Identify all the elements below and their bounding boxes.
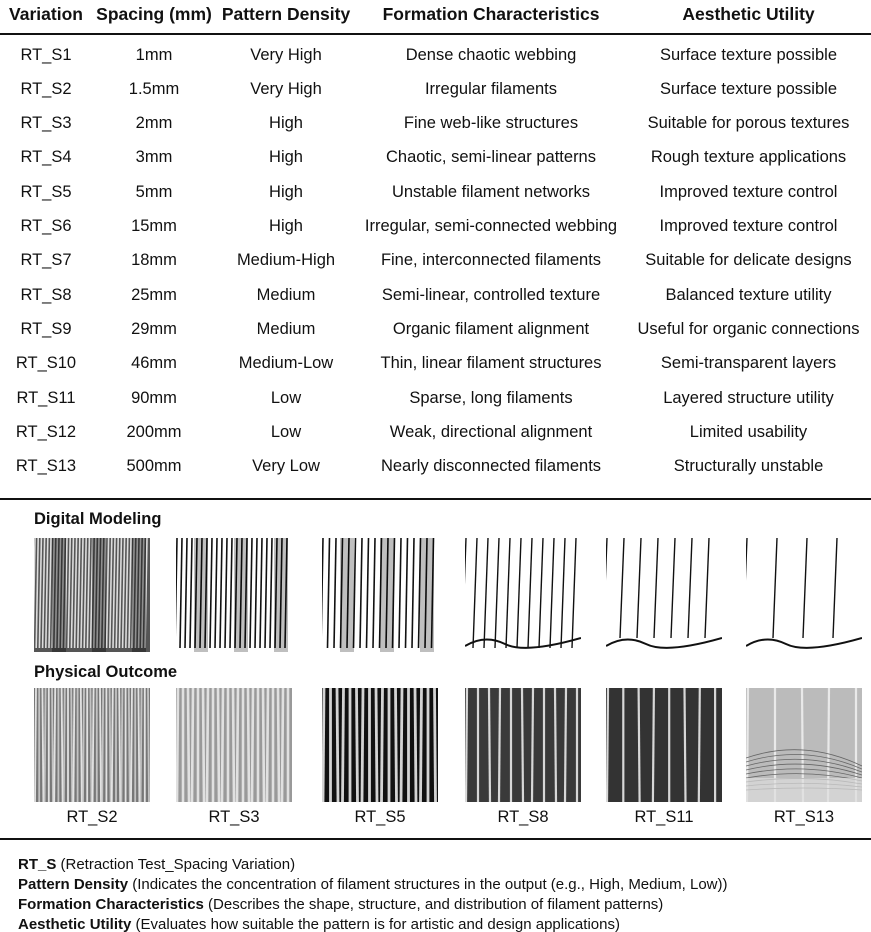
cell-aesthetic: Improved texture control xyxy=(659,217,838,235)
cell-density: Medium xyxy=(256,285,316,304)
cell-variation: RT_S3 xyxy=(20,114,72,133)
cell-spacing: 46mm xyxy=(131,354,177,373)
table-row xyxy=(0,349,871,379)
legend-top-rule xyxy=(0,838,871,840)
legend-item-rt-s: RT_S (Retraction Test_Spacing Variation) xyxy=(18,856,296,873)
header-pattern-density: Pattern Density xyxy=(221,3,351,24)
cell-spacing: 1mm xyxy=(135,45,173,64)
cell-density: High xyxy=(269,148,303,167)
table-row xyxy=(0,212,871,242)
cell-density: Very High xyxy=(250,45,322,64)
cell-aesthetic: Balanced texture utility xyxy=(665,285,832,304)
cell-density: Low xyxy=(270,422,302,441)
cell-spacing: 29mm xyxy=(131,319,177,338)
cell-spacing: 2mm xyxy=(135,114,173,133)
cell-variation: RT_S12 xyxy=(15,422,77,441)
table-row xyxy=(0,417,871,447)
cell-variation: RT_S10 xyxy=(15,354,77,373)
cell-density: Medium-High xyxy=(236,251,336,270)
cell-formation: Weak, directional alignment xyxy=(389,422,593,441)
cell-variation: RT_S5 xyxy=(20,182,72,201)
sample-label: RT_S11 xyxy=(634,808,694,826)
cell-aesthetic: Surface texture possible xyxy=(659,45,837,64)
cell-aesthetic: Improved texture control xyxy=(659,182,838,201)
sample-label: RT_S8 xyxy=(497,808,549,826)
table-row xyxy=(0,74,871,104)
table-header-row xyxy=(0,0,871,28)
cell-spacing: 200mm xyxy=(126,422,182,441)
cell-variation: RT_S4 xyxy=(20,148,72,167)
cell-density: Low xyxy=(270,388,302,407)
cell-spacing: 3mm xyxy=(135,148,173,167)
cell-variation: RT_S9 xyxy=(20,319,72,338)
physical-outcome-image xyxy=(746,688,862,802)
cell-aesthetic: Structurally unstable xyxy=(673,457,824,476)
cell-formation: Chaotic, semi-linear patterns xyxy=(385,148,596,167)
cell-aesthetic: Useful for organic connections xyxy=(637,319,860,338)
table-row xyxy=(0,280,871,310)
cell-formation: Irregular, semi-connected webbing xyxy=(364,217,618,235)
physical-outcome-image xyxy=(606,688,722,802)
digital-model-image xyxy=(465,538,581,652)
cell-variation: RT_S11 xyxy=(16,388,76,407)
header-spacing: Spacing (mm) xyxy=(96,3,212,24)
digital-model-image xyxy=(746,538,862,652)
cell-formation: Sparse, long filaments xyxy=(409,388,573,407)
header-variation: Variation xyxy=(9,3,83,24)
cell-formation: Dense chaotic webbing xyxy=(405,45,577,64)
cell-variation: RT_S2 xyxy=(20,79,72,98)
cell-formation: Organic filament alignment xyxy=(392,319,590,338)
header-rule xyxy=(0,33,871,35)
legend xyxy=(18,855,728,932)
cell-density: Very High xyxy=(250,79,322,98)
cell-variation: RT_S8 xyxy=(20,285,72,304)
table-row xyxy=(0,383,871,413)
cell-variation: RT_S13 xyxy=(15,457,77,476)
cell-formation: Fine, interconnected filaments xyxy=(380,251,602,270)
cell-spacing: 25mm xyxy=(131,285,177,304)
digital-model-image xyxy=(606,538,722,652)
table-row xyxy=(0,314,871,344)
cell-spacing: 500mm xyxy=(126,457,182,476)
sample-label: RT_S2 xyxy=(66,808,118,826)
legend-item-aesthetic: Aesthetic Utility (Evaluates how suitable the pattern is for artistic and design applications) xyxy=(18,916,620,932)
cell-variation: RT_S6 xyxy=(20,217,72,235)
cell-density: Medium xyxy=(256,319,316,338)
digital-model-image xyxy=(34,538,150,652)
cell-density: Very Low xyxy=(252,457,320,476)
table-row xyxy=(0,40,871,70)
cell-spacing: 1.5mm xyxy=(128,79,180,98)
physical-outcome-image xyxy=(465,688,581,802)
table-row xyxy=(0,143,871,173)
cell-variation: RT_S1 xyxy=(20,45,72,64)
cell-formation: Nearly disconnected filaments xyxy=(380,457,602,476)
cell-density: High xyxy=(269,182,303,201)
cell-formation: Fine web-like structures xyxy=(403,114,579,133)
cell-density: High xyxy=(269,114,303,133)
cell-aesthetic: Layered structure utility xyxy=(663,388,834,407)
cell-aesthetic: Semi-transparent layers xyxy=(660,354,837,373)
digital-model-image xyxy=(176,538,292,652)
table-row xyxy=(0,452,871,482)
digital-modeling-title: Digital Modeling xyxy=(34,510,162,528)
cell-formation: Irregular filaments xyxy=(424,79,558,98)
physical-outcome-image xyxy=(34,688,150,802)
cell-aesthetic: Rough texture applications xyxy=(650,148,847,167)
cell-formation: Thin, linear filament structures xyxy=(380,354,602,373)
cell-spacing: 90mm xyxy=(131,388,177,407)
physical-outcome-image xyxy=(322,688,438,802)
physical-outcome-title: Physical Outcome xyxy=(34,663,178,681)
sample-label: RT_S13 xyxy=(773,808,835,826)
table-row xyxy=(0,177,871,207)
cell-density: High xyxy=(269,217,303,235)
legend-item-pattern-density: Pattern Density (Indicates the concentration of filament structures in the output (e.g., High, Medium, Low)) xyxy=(18,876,728,893)
cell-aesthetic: Surface texture possible xyxy=(659,79,837,98)
sample-label: RT_S5 xyxy=(354,808,406,826)
cell-formation: Semi-linear, controlled texture xyxy=(381,285,601,304)
cell-aesthetic: Limited usability xyxy=(689,422,808,441)
cell-spacing: 5mm xyxy=(135,182,173,201)
cell-formation: Unstable filament networks xyxy=(391,182,591,201)
header-aesthetic: Aesthetic Utility xyxy=(682,3,815,24)
sample-label: RT_S3 xyxy=(208,808,260,826)
cell-variation: RT_S7 xyxy=(20,251,72,270)
table-bottom-rule xyxy=(0,498,871,500)
cell-aesthetic: Suitable for delicate designs xyxy=(645,251,852,270)
cell-spacing: 18mm xyxy=(131,251,177,270)
physical-outcome-image xyxy=(176,688,292,802)
cell-density: Medium-Low xyxy=(238,354,334,373)
table-row xyxy=(0,109,871,139)
cell-aesthetic: Suitable for porous textures xyxy=(647,114,850,133)
digital-model-image xyxy=(322,538,438,652)
legend-item-formation: Formation Characteristics (Describes the shape, structure, and distribution of filament patterns) xyxy=(18,896,664,913)
table-row xyxy=(0,246,871,276)
cell-spacing: 15mm xyxy=(131,217,177,235)
header-formation: Formation Characteristics xyxy=(382,3,600,24)
